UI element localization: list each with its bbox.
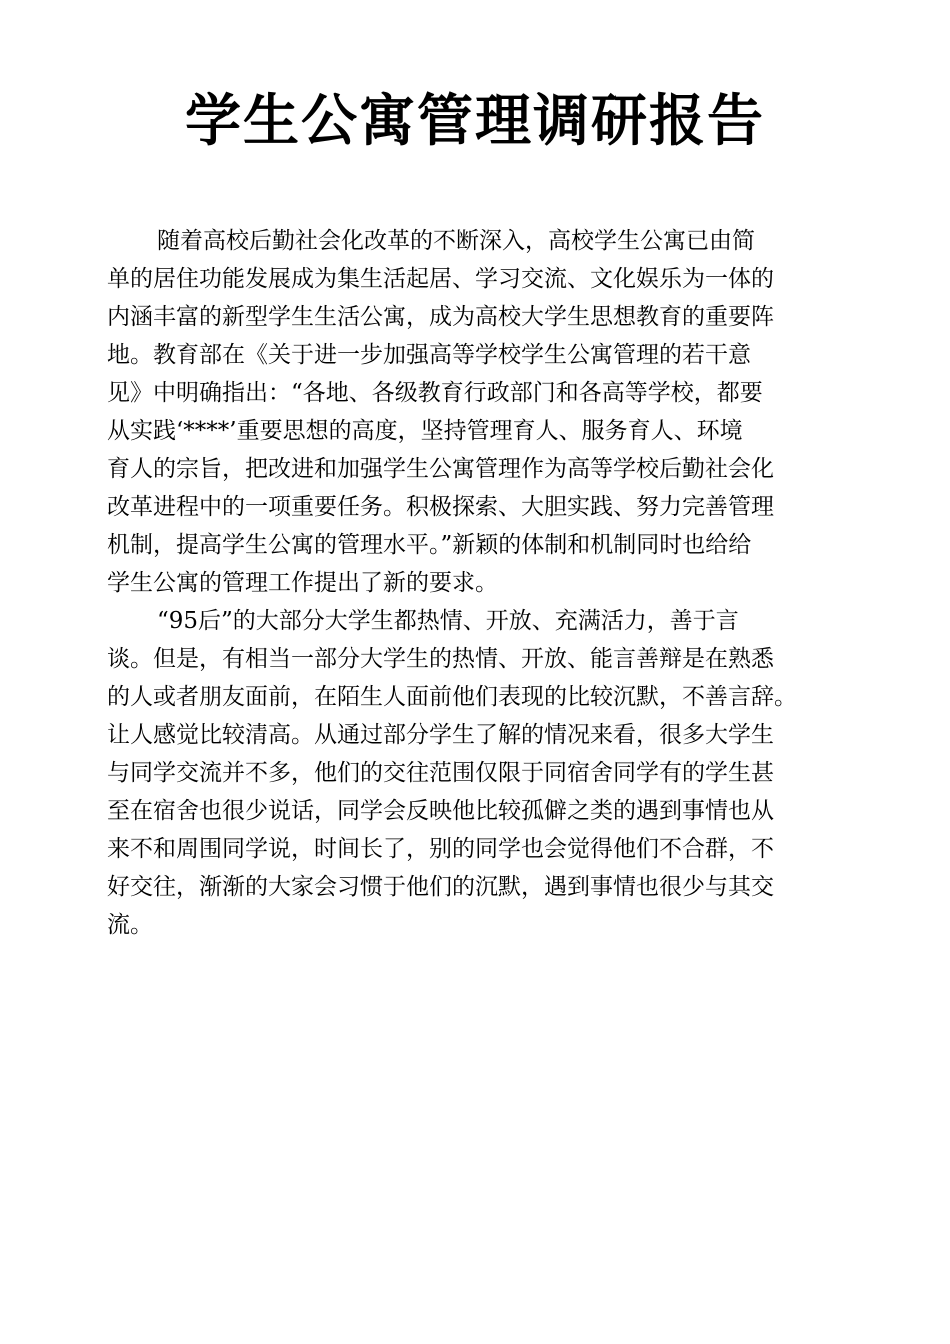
paragraph-line: 见》中明确指出：“各地、各级教育行政部门和各高等学校，都要 [107,380,763,406]
paragraph-line: 的人或者朋友面前，在陌生人面前他们表现的比较沉默，不善言辞。 [107,684,797,710]
paragraph-line: 育人的宗旨，把改进和加强学生公寓管理作为高等学校后勤社会化 [107,456,774,482]
paragraph-1 [107,222,867,602]
paragraph-line: 机制，提高学生公寓的管理水平。”新颖的体制和机制同时也给给 [107,532,752,558]
paragraph-line: 从实践‘****’重要思想的高度，坚持管理育人、服务育人、环境 [107,418,743,444]
document-title: 学生公寓管理调研报告 [185,89,765,154]
paragraph-line: “95后”的大部分大学生都热情、开放、充满活力，善于言 [157,608,739,634]
paragraph-line: 流。 [107,912,153,938]
paragraph-line: 与同学交流并不多，他们的交往范围仅限于同宿舍同学有的学生甚 [107,760,774,786]
paragraph-line: 至在宿舍也很少说话，同学会反映他比较孤僻之类的遇到事情也从 [107,798,774,824]
paragraph-line: 来不和周围同学说，时间长了，别的同学也会觉得他们不合群，不 [107,836,774,862]
paragraph-line: 学生公寓的管理工作提出了新的要求。 [107,570,498,596]
paragraph-line: 地。教育部在《关于进一步加强高等学校学生公寓管理的若干意 [107,342,751,368]
paragraph-line: 让人感觉比较清高。从通过部分学生了解的情况来看，很多大学生 [107,722,774,748]
paragraph-line: 改革进程中的一项重要任务。积极探索、大胆实践、努力完善管理 [107,494,774,520]
paragraph-2 [107,602,867,944]
paragraph-line: 谈。但是，有相当一部分大学生的热情、开放、能言善辩是在熟悉 [107,646,774,672]
paragraph-line: 单的居住功能发展成为集生活起居、学习交流、文化娱乐为一体的 [107,266,774,292]
paragraph-line: 内涵丰富的新型学生生活公寓，成为高校大学生思想教育的重要阵 [107,304,774,330]
paragraph-line: 好交往，渐渐的大家会习惯于他们的沉默，遇到事情也很少与其交 [107,874,774,900]
paragraph-line: 随着高校后勤社会化改革的不断深入，高校学生公寓已由简 [157,228,755,254]
document-body [107,222,867,944]
